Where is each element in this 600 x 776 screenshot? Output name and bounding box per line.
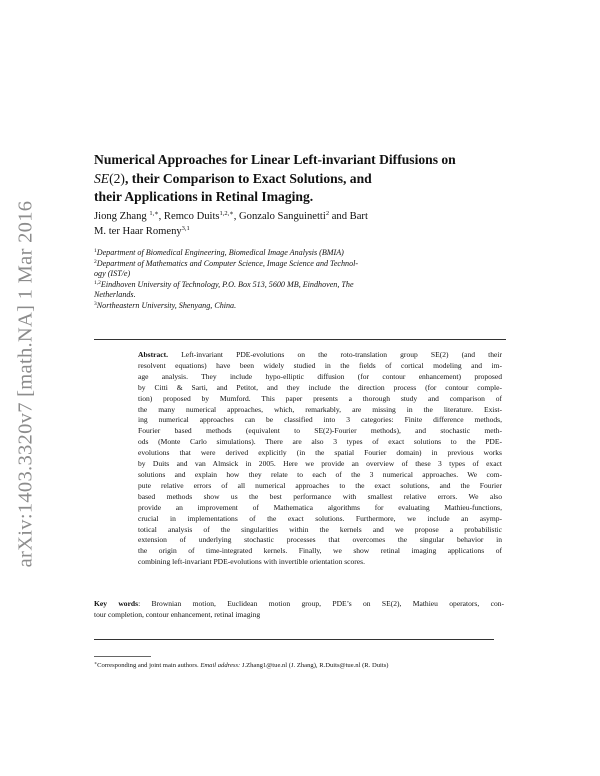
- affiliation-4-sup: 3: [94, 300, 97, 307]
- abstract-line: crucial in implementations of the exact solutions. Furthermore, we include an asymp-: [138, 513, 502, 523]
- affiliation-3: [94, 280, 416, 291]
- author-romeny-sup: 3,1: [181, 225, 190, 232]
- abstract-line: ods (Monte Carlo simulations). There are also 3 types of exact solutions to the PDE-: [138, 437, 502, 447]
- affiliation-2: [94, 259, 416, 270]
- footnote-rule: [94, 656, 151, 657]
- abstract-line: evolutions that were derived explicitly (in the spatial Fourier domain) in previous works: [138, 448, 502, 458]
- title-line-2-rest: , their Comparison to Exact Solutions, and: [124, 170, 372, 186]
- author-duits-sup: 1,2,∗: [219, 210, 234, 217]
- author-line-1: [94, 209, 424, 224]
- abstract-line: pute relative errors of all numerical approaches to the exact solutions, and the Fourier: [138, 480, 502, 490]
- footnote: [94, 661, 514, 670]
- affiliation-1-text: Department of Biomedical Engineering, Biomedical Image Analysis (BMIA): [96, 248, 344, 257]
- keywords-bottom-rule: [94, 639, 494, 640]
- abstract-label: Abstract.: [138, 350, 168, 359]
- keywords-label: Key words: [94, 599, 139, 608]
- author-zhang: Jiong Zhang: [94, 211, 150, 222]
- abstract-text: Left-invariant PDE-evolutions on the roto-translation group SE(2) (and their: [167, 350, 502, 359]
- arxiv-stamp: [8, 200, 44, 568]
- footnote-email-label: Email address:: [200, 662, 241, 669]
- paper-title: [94, 151, 514, 207]
- affiliation-4-text: Northeastern University, Shenyang, China.: [96, 300, 237, 310]
- footnote-sup: ∗: [94, 660, 98, 666]
- affiliation-2-text: Department of Mathematics and Computer Science, Image Science and Technol-: [96, 258, 359, 268]
- affiliation-list: [94, 248, 416, 311]
- keywords-line: [94, 598, 504, 609]
- affiliation-1: [94, 248, 416, 259]
- affiliation-1-sup: 1: [94, 248, 97, 254]
- author-duits: , Remco Duits: [158, 211, 220, 222]
- abstract-line: based methods show us the best performance with smallest relative errors. We also: [138, 491, 502, 501]
- title-line-2: [94, 170, 514, 189]
- abstract-line: combining left-invariant PDE-evolutions with invertible orientation scores.: [138, 557, 365, 567]
- title-math-se: SE: [94, 170, 110, 186]
- abstract: [138, 350, 502, 568]
- keywords-text: : Brownian motion, Euclidean motion group, PDE’s on SE(2), Mathieu operators, con-: [138, 599, 504, 608]
- title-line-3: their Applications in Retinal Imaging.: [94, 189, 314, 204]
- abstract-line: extension of underlying stochastic processes that overcomes the singular behavior in: [138, 535, 502, 545]
- title-math-arg: (2): [109, 170, 125, 186]
- author-line-2: [94, 224, 424, 239]
- abstract-line: provide an improvement of Mathematica algorithms for evaluating Mathieu-functions,: [138, 502, 502, 512]
- title-line-1: Numerical Approaches for Linear Left-invariant Diffusions on: [94, 152, 456, 167]
- author-and: and Bart: [329, 211, 368, 222]
- abstract-line: resolvent equations) have been widely studied in the fields of cortical modeling and im-: [138, 360, 502, 370]
- abstract-top-rule: [94, 339, 506, 340]
- footnote-text: Corresponding and joint main authors.: [97, 662, 201, 669]
- abstract-line: Fourier based methods (equivalent to SE(2)-Fourier methods), and stochastic meth-: [138, 426, 502, 436]
- footnote-emails: J.Zhang1@tue.nl (J. Zhang), R.Duits@tue.nl (R. Duits): [240, 662, 389, 669]
- author-sanguinetti: , Gonzalo Sanguinetti: [233, 211, 326, 222]
- affiliation-3-sup: 1,2: [94, 279, 101, 286]
- abstract-line: the many numerical approaches, which, remarkably, are missing in the literature. Exist-: [138, 404, 502, 414]
- abstract-line: ing numerical approaches can be classified into 3 categories: Finite difference methods,: [138, 415, 502, 425]
- abstract-line: the origin of time-integrated kernels. Finally, we show retinal imaging applications of: [138, 546, 502, 556]
- arxiv-stamp-text: arXiv:1403.3320v7 [math.NA] 1 Mar 2016: [14, 200, 37, 568]
- abstract-line: by Duits and van Almsick in 2005. Here we provide an overview of these 3 types of exact: [138, 459, 502, 469]
- author-zhang-sup: 1,∗: [149, 210, 159, 217]
- author-romeny: M. ter Haar Romeny: [94, 226, 182, 237]
- affiliation-3-text: Eindhoven University of Technology, P.O. Box 513, 5600 MB, Eindhoven, The: [100, 279, 354, 289]
- author-sanguinetti-sup: 2: [325, 210, 330, 217]
- affiliation-3-cont: Netherlands.: [94, 290, 136, 299]
- abstract-line: [138, 350, 502, 361]
- abstract-line: age analysis. They include hypo-elliptic diffusion (for contour enhancement) proposed: [138, 371, 502, 381]
- abstract-line: by Citti & Sarti, and Petitot, and they include the direction process (for contour comple-: [138, 382, 502, 392]
- abstract-line: solutions and explain how they relate to each of the 3 numerical approaches. We com-: [138, 469, 502, 479]
- abstract-line: totical analysis of the singularities within the kernels and we propose a probabilistic: [138, 524, 502, 534]
- keywords-line: tour completion, contour enhancement, retinal imaging: [94, 610, 261, 619]
- affiliation-2-sup: 2: [94, 258, 97, 265]
- author-list: [94, 209, 424, 239]
- abstract-line: tion) proposed by Mumford. This paper presents a thorough study and comparison of: [138, 393, 502, 403]
- keywords: [94, 598, 504, 620]
- affiliation-4: [94, 301, 416, 312]
- affiliation-2-cont: ogy (IST/e): [94, 269, 131, 278]
